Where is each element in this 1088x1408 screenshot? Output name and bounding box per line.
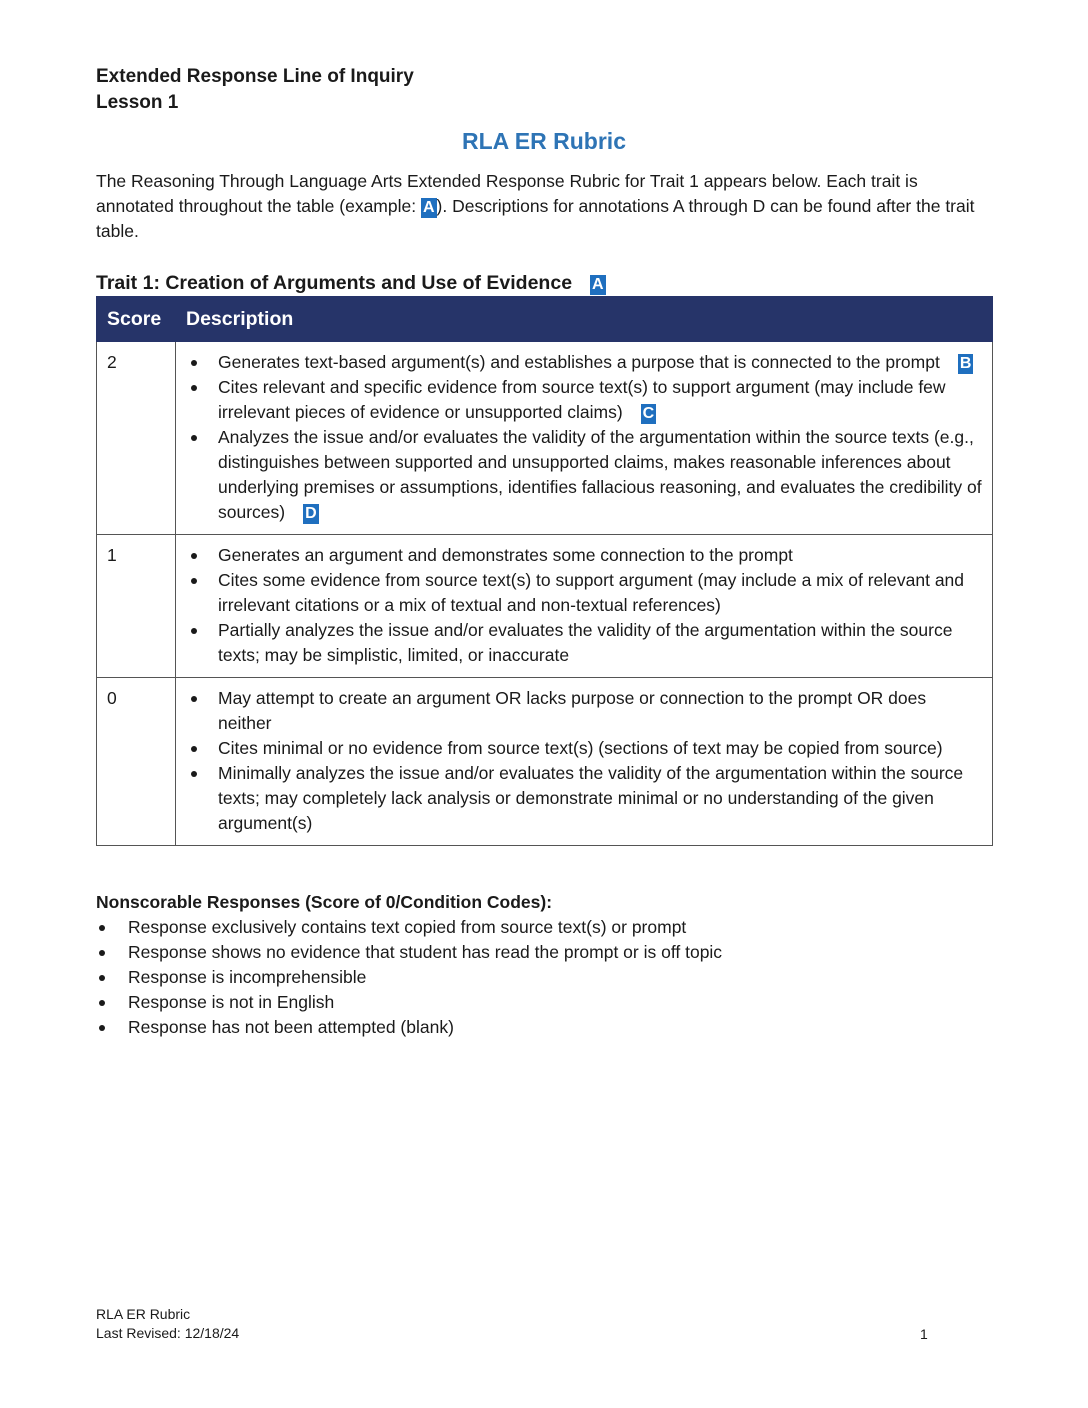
list-item — [218, 375, 982, 425]
intro-text-part1: The Reasoning Through Language Arts Extended Response Rubric for Trait 1 appears below. Each trait is annotated throughout the table (example: — [96, 171, 918, 216]
column-header-description: Description — [176, 297, 993, 342]
list-item: Partially analyzes the issue and/or evaluates the validity of the argumentation within the source texts; may be simplistic, limited, or inaccurate — [218, 618, 982, 668]
score-cell: 1 — [97, 535, 176, 678]
page-footer — [96, 1305, 239, 1343]
description-cell — [176, 678, 993, 846]
description-list — [186, 543, 982, 668]
list-item: Response is not in English — [128, 990, 722, 1015]
score-cell: 0 — [97, 678, 176, 846]
list-item: Response is incomprehensible — [128, 965, 722, 990]
list-item-text: Analyzes the issue and/or evaluates the validity of the argumentation within the source texts (e.g., distinguishes between supported and unsupported claims, makes reasonable inferences about underlying premises or assumptions, identifies fallacious reasoning, and evaluates the credibility of sources) — [218, 427, 982, 522]
description-cell — [176, 535, 993, 678]
header-title: Extended Response Line of Inquiry — [96, 66, 414, 87]
document-title: RLA ER Rubric — [462, 128, 626, 154]
table-header-row — [97, 297, 993, 342]
table-row — [97, 678, 993, 846]
score-cell: 2 — [97, 342, 176, 535]
list-item-text: Cites relevant and specific evidence from source text(s) to support argument (may include few irrelevant pieces of evidence or unsupported claims) — [218, 377, 946, 422]
trait-heading — [96, 270, 606, 296]
list-item: Minimally analyzes the issue and/or evaluates the validity of the argumentation within the source texts; may completely lack analysis or demonstrate minimal or no understanding of the given argument(s) — [218, 761, 982, 836]
description-list — [186, 686, 982, 836]
intro-text-part2: ). Descriptions for annotations A through D can be found after the trait table. — [96, 196, 975, 241]
list-item: Response has not been attempted (blank) — [128, 1015, 722, 1040]
annotation-badge: A — [422, 199, 435, 216]
list-item — [218, 425, 982, 525]
list-item: Response exclusively contains text copied from source text(s) or prompt — [128, 915, 722, 940]
table-row — [97, 342, 993, 535]
annotation-badge: C — [642, 405, 655, 422]
footer-doc-name: RLA ER Rubric — [96, 1306, 191, 1322]
list-item-text: Generates text-based argument(s) and establishes a purpose that is connected to the prompt — [218, 352, 940, 372]
nonscorable-heading: Nonscorable Responses (Score of 0/Condition Codes): — [96, 892, 553, 912]
list-item — [218, 350, 982, 375]
annotation-badge: D — [305, 505, 317, 522]
table-row — [97, 535, 993, 678]
list-item: Response shows no evidence that student has read the prompt or is off topic — [128, 940, 722, 965]
description-cell — [176, 342, 993, 535]
annotation-badge: A — [592, 276, 604, 293]
nonscorable-list — [96, 915, 722, 1040]
list-item: Cites some evidence from source text(s) to support argument (may include a mix of relevant and irrelevant citations or a mix of textual and non-textual references) — [218, 568, 982, 618]
column-header-score: Score — [97, 297, 176, 342]
rubric-table — [96, 296, 993, 846]
intro-paragraph — [96, 169, 996, 244]
list-item: Generates an argument and demonstrates some connection to the prompt — [218, 543, 982, 568]
list-item: May attempt to create an argument OR lacks purpose or connection to the prompt OR does neither — [218, 686, 982, 736]
header-lesson: Lesson 1 — [96, 92, 179, 113]
footer-revised-date: Last Revised: 12/18/24 — [96, 1325, 240, 1341]
trait-heading-text: Trait 1: Creation of Arguments and Use of Evidence — [96, 272, 573, 294]
page-number: 1 — [920, 1326, 928, 1342]
description-list — [186, 350, 982, 525]
annotation-badge: B — [959, 355, 972, 372]
list-item: Cites minimal or no evidence from source text(s) (sections of text may be copied from source) — [218, 736, 982, 761]
